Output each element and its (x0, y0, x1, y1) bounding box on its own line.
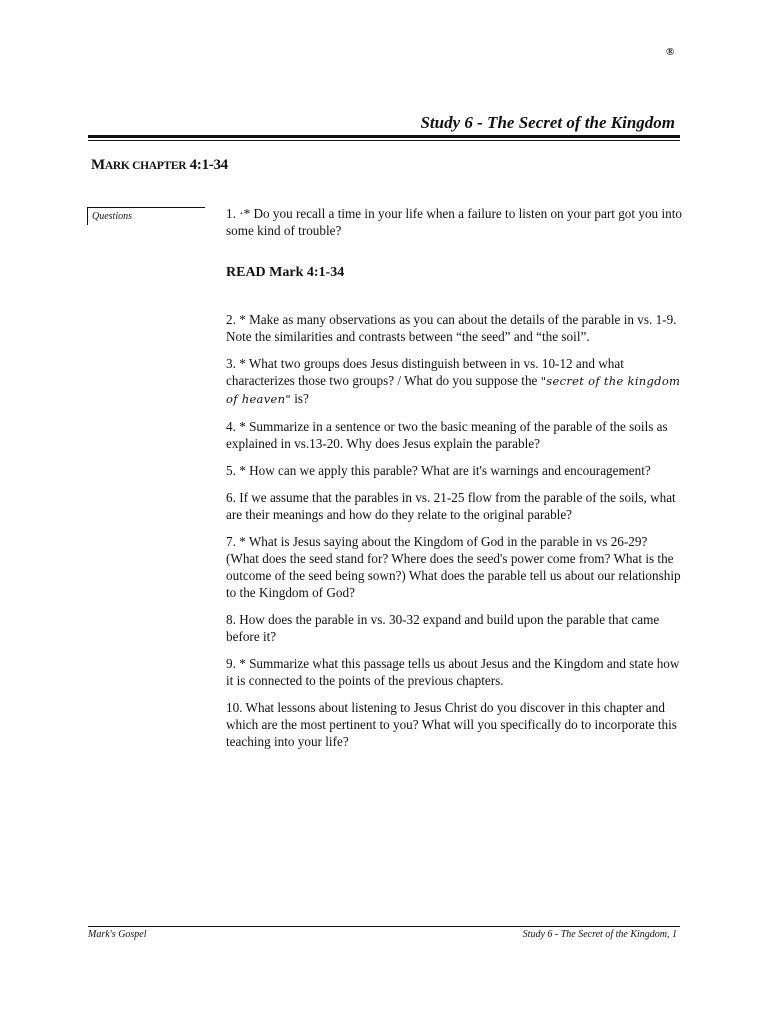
page-mark: ® (666, 46, 675, 58)
chapter-name: ARK CHAPTER (104, 160, 187, 172)
footer-rule (88, 926, 680, 927)
chapter-heading (91, 157, 228, 174)
title-rule-thick (88, 135, 680, 138)
footer-right: Study 6 - The Secret of the Kingdom, 1 (522, 929, 677, 940)
question-1: 1. ·* Do you recall a time in your life when a failure to listen on your part got you into some kind of trouble? (226, 206, 682, 238)
question-8: 8. How does the parable in vs. 30-32 expand and build upon the parable that came before it? (226, 612, 660, 644)
question-5: 5. * How can we apply this parable? What are it's warnings and encouragement? (226, 463, 651, 478)
questions-content (226, 205, 682, 760)
question-3-text: 3. * What two groups does Jesus distinguish between in vs. 10-12 and what characterizes those two groups? / What do you suppose the (226, 356, 624, 388)
question-3-end: is? (290, 391, 309, 406)
question-9: 9. * Summarize what this passage tells us about Jesus and the Kingdom and state how it is connected to the points of the previous chapters. (226, 656, 680, 688)
question-4: 4. * Summarize in a sentence or two the basic meaning of the parable of the soils as explained in vs.13-20. Why does Jesus explain the parable? (226, 419, 668, 451)
question-3 (226, 355, 682, 408)
question-10: 10. What lessons about listening to Jesus Christ do you discover in this chapter and which are the most pertinent to you? What will you specifically do to incorporate this teaching into your life? (226, 700, 677, 749)
read-instruction: READ Mark 4:1-34 (226, 265, 345, 280)
study-title: Study 6 - The Secret of the Kingdom (420, 113, 675, 132)
chapter-ref: 4:1-34 (189, 157, 228, 173)
footer-left: Mark's Gospel (88, 929, 147, 940)
questions-label: Questions (92, 211, 132, 222)
question-2: 2. * Make as many observations as you can about the details of the parable in vs. 1-9. Note the similarities and contrasts between “the seed” and “the soil”. (226, 312, 677, 344)
question-3-quote: "secret of the kingdom of heaven" (226, 374, 681, 406)
question-7: 7. * What is Jesus saying about the Kingdom of God in the parable in vs 26-29? (What does the seed stand for? Where does the seed's power come from? What is the outcome of the seed being sown?) What does the parable tell us about our relationship to the Kingdom of God? (226, 534, 681, 600)
chapter-initial: M (91, 157, 105, 173)
questions-sidebar-box (87, 207, 205, 225)
title-rule-thin (88, 140, 680, 141)
question-6: 6. If we assume that the parables in vs. 21-25 flow from the parable of the soils, what are their meanings and how do they relate to the original parable? (226, 490, 676, 522)
